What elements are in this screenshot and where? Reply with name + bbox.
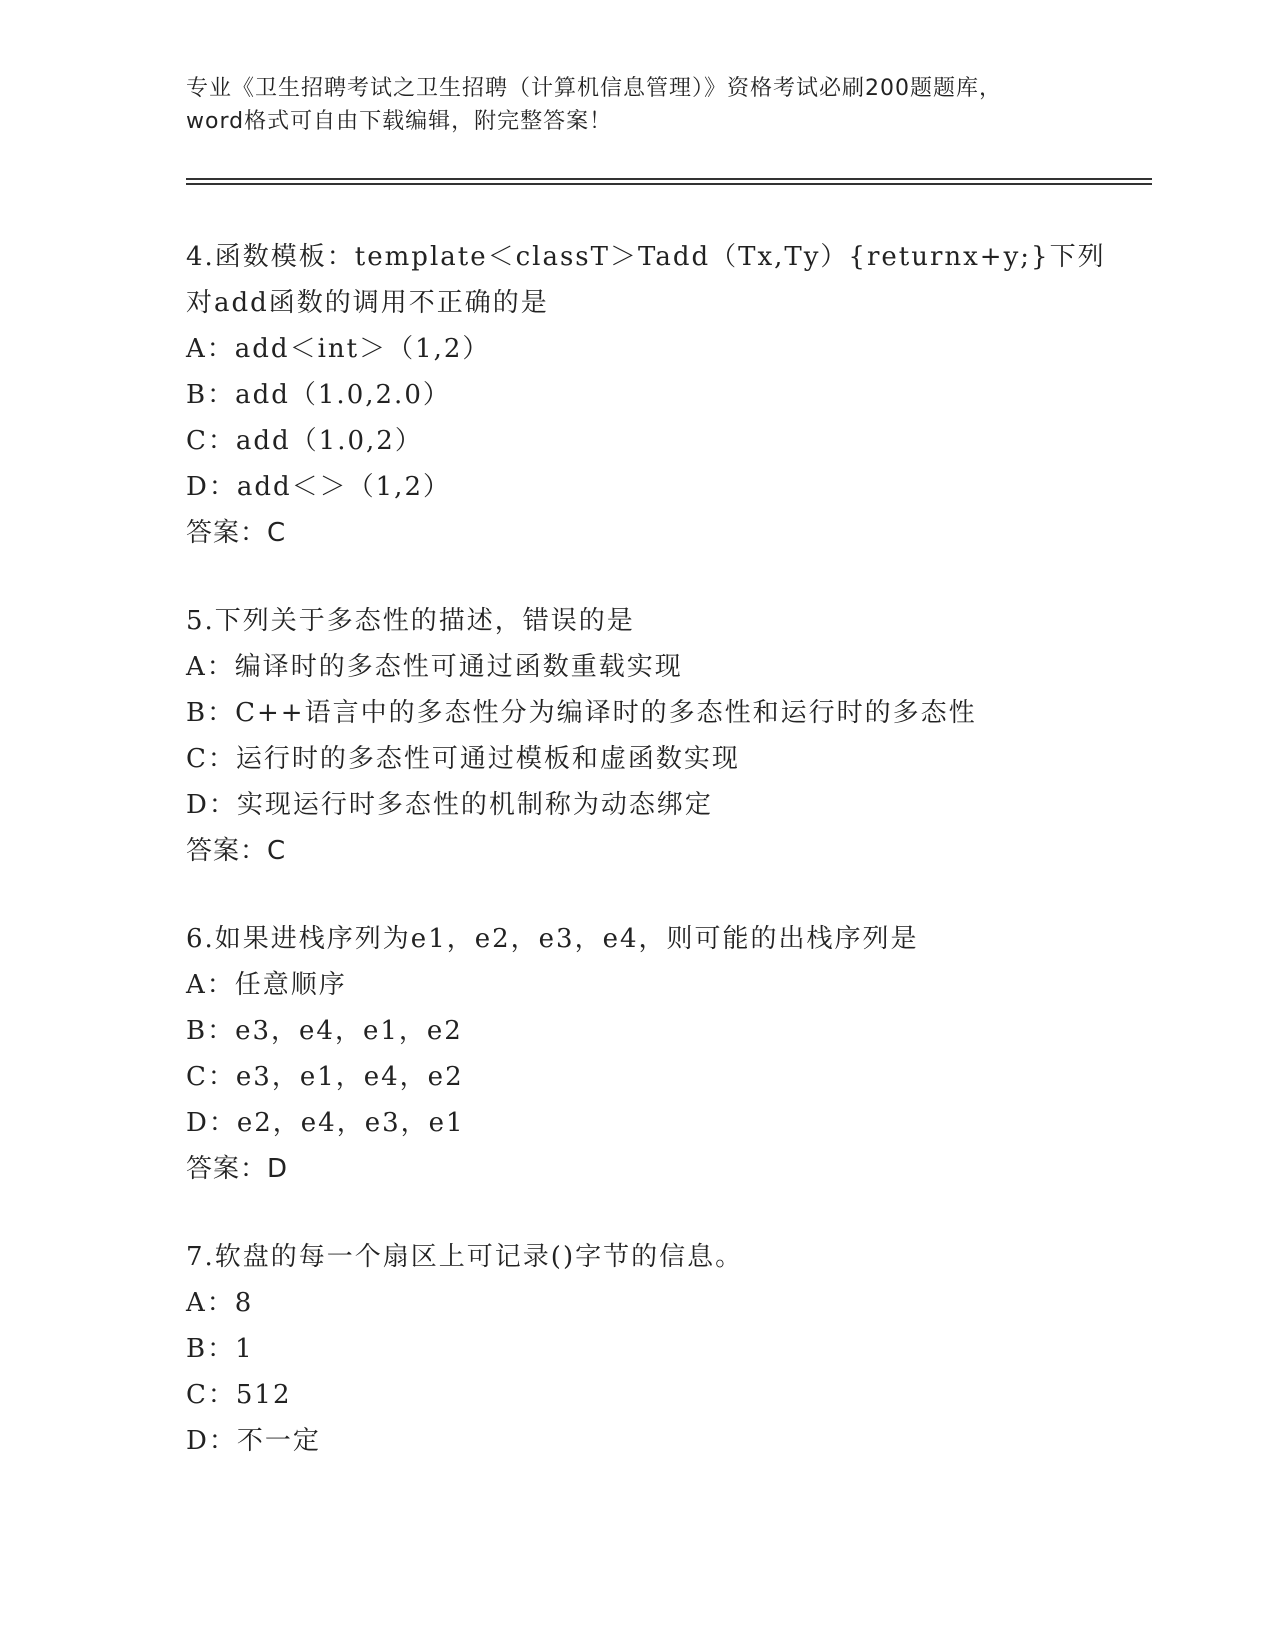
option-d: D：实现运行时多态性的机制称为动态绑定: [186, 790, 713, 820]
question-4: [186, 234, 1116, 556]
option-c: C：512: [186, 1380, 292, 1410]
header-divider-top: [186, 178, 1152, 180]
option-a: A：编译时的多态性可通过函数重载实现: [186, 652, 683, 682]
option-b: B：add（1.0,2.0）: [186, 380, 451, 410]
question-stem: 4.函数模板：template＜classT＞Tadd（Tx,Ty）{returnx+y;}下列对add函数的调用不正确的是: [186, 242, 1106, 318]
answer-label: 答案：C: [186, 518, 287, 548]
question-stem: 6.如果进栈序列为e1，e2，e3，e4，则可能的出栈序列是: [186, 924, 919, 954]
answer-label: 答案：C: [186, 836, 287, 866]
option-d: D：add＜＞（1,2）: [186, 472, 451, 502]
option-b: B：C++语言中的多态性分为编译时的多态性和运行时的多态性: [186, 698, 977, 728]
header-title-line-2: word格式可自由下载编辑，附完整答案！: [186, 109, 613, 134]
question-7: [186, 1234, 1116, 1464]
answer-label: 答案：D: [186, 1154, 289, 1184]
option-a: A：任意顺序: [186, 970, 347, 1000]
option-c: C：add（1.0,2）: [186, 426, 423, 456]
option-b: B：e3，e4，e1，e2: [186, 1016, 463, 1046]
option-b: B：1: [186, 1334, 254, 1364]
option-d: D：不一定: [186, 1426, 321, 1456]
header-title-line-1: 专业《卫生招聘考试之卫生招聘（计算机信息管理）》资格考试必刷200题题库，: [186, 76, 1002, 101]
header-divider-bottom: [186, 183, 1152, 185]
document-header: [186, 72, 1086, 138]
option-d: D：e2，e4，e3，e1: [186, 1108, 465, 1138]
question-6: [186, 916, 1116, 1192]
option-c: C：e3，e1，e4，e2: [186, 1062, 464, 1092]
option-a: A：8: [186, 1288, 254, 1318]
question-stem: 7.软盘的每一个扇区上可记录()字节的信息。: [186, 1242, 744, 1272]
option-c: C：运行时的多态性可通过模板和虚函数实现: [186, 744, 740, 774]
option-a: A：add＜int＞（1,2）: [186, 334, 491, 364]
question-5: [186, 598, 1116, 874]
question-stem: 5.下列关于多态性的描述，错误的是: [186, 606, 635, 636]
